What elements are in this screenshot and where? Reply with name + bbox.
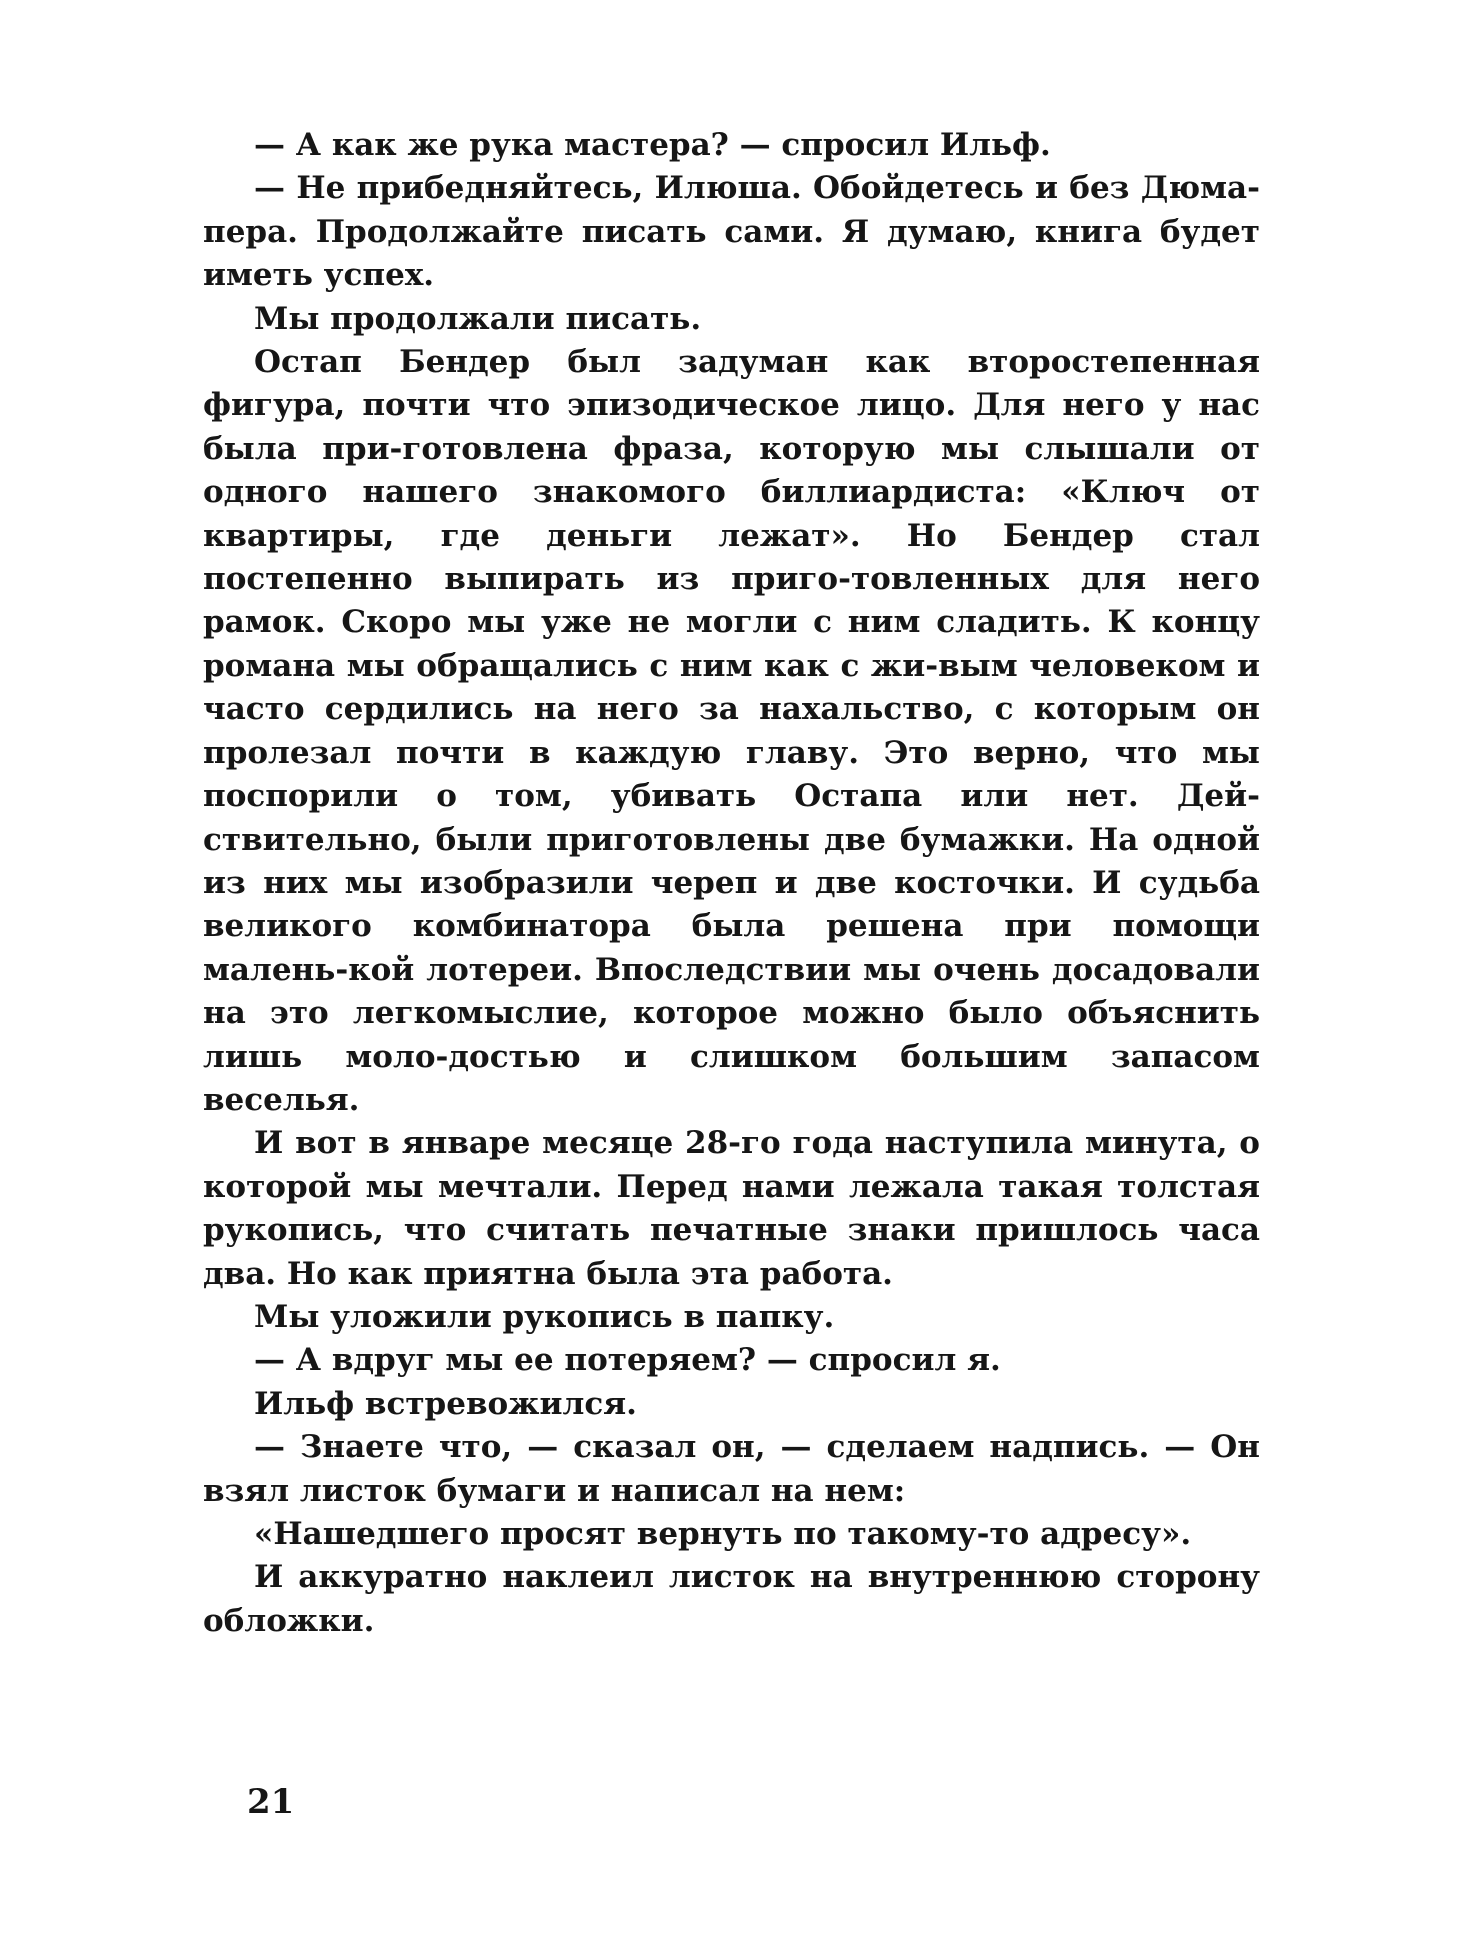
- paragraph-2: — Не прибедняйтесь, Илюша. Обойдетесь и без Дюма-пера. Продолжайте писать сами. Я думаю, книга будет иметь успех.: [203, 170, 1260, 294]
- paragraph-1: — А как же рука мастера? — спросил Ильф.: [254, 127, 1051, 163]
- paragraph-7: — А вдруг мы ее потеряем? — спросил я.: [254, 1342, 1001, 1379]
- paragraph-9: — Знаете что, — сказал он, — сделаем надпись. — Он взял листок бумаги и написал на нем:: [203, 1429, 1260, 1509]
- paragraph-10: «Нашедшего просят вернуть по такому-то адресу».: [254, 1516, 1192, 1552]
- paragraph-8: Ильф встревожился.: [254, 1385, 637, 1422]
- page-number: 21: [247, 1782, 295, 1822]
- paragraph-11: И аккуратно наклеил листок на внутреннюю сторону обложки.: [203, 1559, 1260, 1639]
- paragraph-3: Мы продолжали писать.: [254, 300, 702, 337]
- paragraph-5: И вот в январе месяце 28-го года наступила минута, о которой мы мечтали. Перед нами лежала такая толстая рукопись, что считать печатные знаки пришлось часа два. Но как приятна была эта работа.: [203, 1125, 1260, 1292]
- body-text: [203, 124, 1260, 1643]
- paragraph-6: Мы уложили рукопись в папку.: [254, 1298, 835, 1335]
- paragraph-4: Остап Бендер был задуман как второстепенная фигура, почти что эпизодическое лицо. Для него у нас была при-готовлена фраза, которую мы слышали от одного нашего знакомого биллиардиста: «Ключ от квартиры, где деньги лежат». Но Бендер стал постепенно выпирать из приго-товленных для него рамок. Скоро мы уже не могли с ним сладить. К концу романа мы обращались с ним как с жи-вым человеком и часто сердились на него за нахальство, с которым он пролезал почти в каждую главу. Это верно, что мы поспорили о том, убивать Остапа или нет. Дей-ствительно, были приготовлены две бумажки. На одной из них мы изобразили череп и две косточки. И судьба великого комбинатора была решена при помощи малень-кой лотереи. Впоследствии мы очень досадовали на это легкомыслие, которое можно было объяснить лишь моло-достью и слишком большим запасом веселья.: [203, 344, 1260, 1118]
